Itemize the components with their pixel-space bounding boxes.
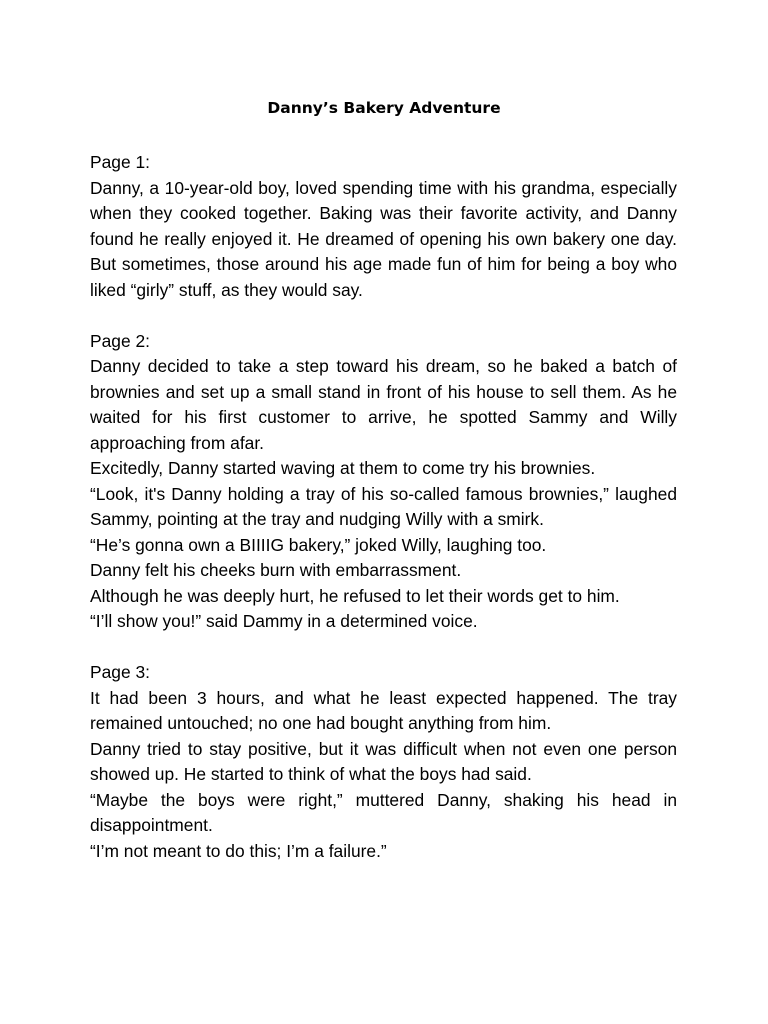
section-heading: Page 2: [90, 330, 150, 351]
paragraph: “He’s gonna own a BIIIIG bakery,” joked Willy, laughing too. [90, 534, 547, 555]
paragraph: Although he was deeply hurt, he refused to let their words get to him. [90, 585, 620, 606]
section-page-1 [90, 150, 677, 303]
paragraph: “I’m not meant to do this; I’m a failure.” [90, 840, 387, 861]
section-heading: Page 3: [90, 662, 150, 682]
paragraph: Danny felt his cheeks burn with embarrassment. [90, 560, 462, 580]
section-page-3 [90, 660, 677, 864]
paragraph: “Look, it's Danny holding a tray of his so-called famous brownies,” laughed Sammy, pointing at the tray and nudging Willy with a smirk. [90, 483, 677, 529]
paragraph: “I’ll show you!” said Dammy in a determined voice. [90, 611, 478, 631]
paragraph: It had been 3 hours, and what he least expected happened. The tray remained untouched; no one had bought anything from him. [90, 687, 677, 733]
document-title: Danny’s Bakery Adventure [267, 99, 501, 117]
paragraph: Danny decided to take a step toward his dream, so he baked a batch of brownies and set up a small stand in front of his house to sell them. As he waited for his first customer to arrive, he spotted Sammy and Willy approaching from afar. [90, 356, 677, 453]
paragraph: Danny, a 10-year-old boy, loved spending time with his grandma, especially when they cooked together. Baking was their favorite activity, and Danny found he really enjoyed it. He dreamed of opening his own bakery one day. But sometimes, those around his age made fun of him for being a boy who liked “girly” stuff, as they would say. [90, 177, 677, 300]
paragraph: Excitedly, Danny started waving at them to come try his brownies. [90, 458, 596, 478]
section-heading: Page 1: [90, 152, 150, 172]
paragraph: “Maybe the boys were right,” muttered Danny, shaking his head in disappointment. [90, 789, 677, 835]
section-page-2 [90, 329, 677, 635]
paragraph: Danny tried to stay positive, but it was difficult when not even one person showed up. He started to think of what the boys had said. [90, 738, 677, 784]
document-body [90, 150, 677, 890]
